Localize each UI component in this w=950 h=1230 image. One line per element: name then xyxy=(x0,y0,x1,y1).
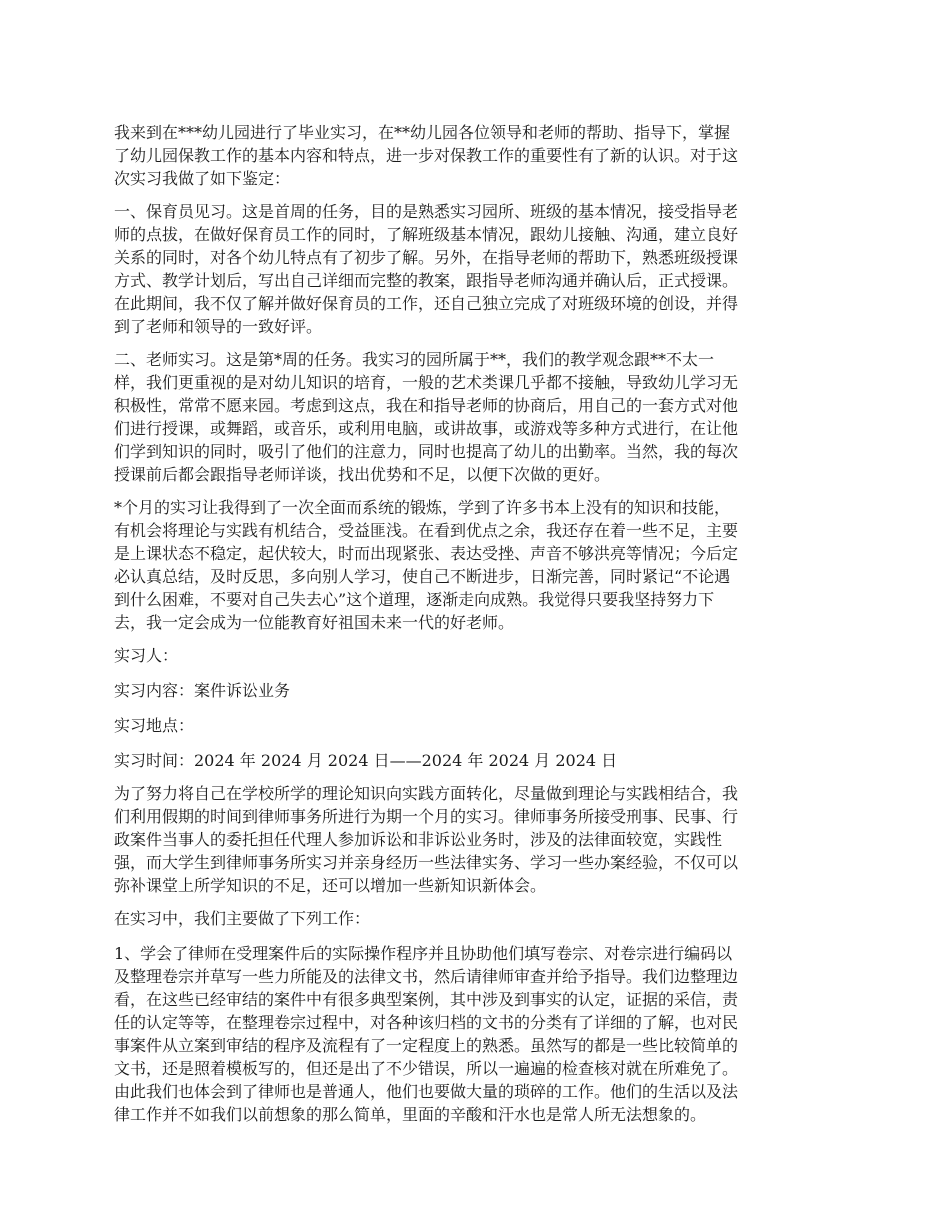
paragraph-work-heading: 在实习中，我们主要做了下列工作： xyxy=(114,909,371,928)
paragraph-intro: 我来到在***幼儿园进行了毕业实习，在**幼儿园各位领导和老师的帮助、指导下，掌握 了幼儿园保教工作的基本内容和特点，进一步对保教工作的重要性有了新的认识。对于这 次实习我做了如下鉴定： xyxy=(114,123,739,188)
field-intern-name: 实习人： xyxy=(114,646,179,665)
paragraph-law-firm-intro: 为了努力将自己在学校所学的理论知识向实践方面转化，尽量做到理论与实践相结合，我 们利用假期的时间到律师事务所进行为期一个月的实习。律师事务所接受刑事、民事、行 政案件当事人的委托担任代理人参加诉讼和非诉讼业务时，涉及的法律面较宽，实践性 强，而大学生到律师事务所实习并亲身经历一些法律实务、学习一些办案经验，不仅可以 弥补课堂上所学知识的不足，还可以增加一些新知识新体会。 xyxy=(114,784,739,895)
paragraph-section-two: 二、老师实习。这是第*周的任务。我实习的园所属于**，我们的教学观念跟**不太一 样，我们更重视的是对幼儿知识的培育，一般的艺术类课几乎都不接触，导致幼儿学习无 积极性，常常不愿来园。考虑到这点，我在和指导老师的协商后，用自己的一套方式对他 们进行授课，或舞蹈，或音乐，或利用电脑，或讲故事，或游戏等多种方式进行，在让他 们学到知识的同时，吸引了他们的注意力，同时也提高了幼儿的出勤率。当然，我的每次 授课前后都会跟指导老师详谈，找出优势和不足，以便下次做的更好。 xyxy=(114,350,739,484)
paragraph-work-item-1: 1、学会了律师在受理案件后的实际操作程序并且协助他们填写卷宗、对卷宗进行编码以 及整理卷宗并草写一些力所能及的法律文书，然后请律师审查并给予指导。我们边整理边 看，在这些已经审结的案件中有很多典型案例，其中涉及到事实的认定，证据的采信，责 任的认定等等，在整理卷宗过程中，对各种该归档的文书的分类有了详细的了解，也对民 事案件从立案到审结的程序及流程有了一定程度上的熟悉。虽然写的都是一些比较简单的 文书，还是照着模板写的，但还是出了不少错误，所以一遍遍的检查核对就在所难免了。 由此我们也体会到了律师也是普通人，他们也要做大量的琐碎的工作。他们的生活以及法 律工作并不如我们以前想象的那么简单，里面的辛酸和汗水也是常人所无法想象的。 xyxy=(114,944,739,1124)
field-intern-time: 实习时间：2024 年 2024 月 2024 日——2024 年 2024 月 2024 日 xyxy=(114,751,618,770)
paragraph-section-one: 一、保育员见习。这是首周的任务，目的是熟悉实习园所、班级的基本情况，接受指导老 师的点拔，在做好保育员工作的同时，了解班级基本情况，跟幼儿接触、沟通，建立良好 关系的同时，对各个幼儿特点有了初步了解。另外，在指导老师的帮助下，熟悉班级授课 方式、教学计划后，写出自己详细而完整的教案，跟指导老师沟通并确认后，正式授课。 在此期间，我不仅了解并做好保育员的工作，还自己独立完成了对班级环境的创设，并得 到了老师和领导的一致好评。 xyxy=(114,202,739,336)
paragraph-summary: *个月的实习让我得到了一次全面而系统的锻炼，学到了许多书本上没有的知识和技能， 有机会将理论与实践有机结合，受益匪浅。在看到优点之余，我还存在着一些不足，主要 是上课状态不稳定，起伏较大，时而出现紧张、表达受挫、声音不够洪亮等情况；今后定 必认真总结，及时反思，多向别人学习，使自己不断进步，日渐完善，同时紧记“不论遇 到什么困难，不要对自己失去心”这个道理，逐渐走向成熟。我觉得只要我坚持努力下 去，我一定会成为一位能教育好祖国未来一代的好老师。 xyxy=(114,498,739,632)
field-intern-content: 实习内容：案件诉讼业务 xyxy=(114,681,291,700)
document-body xyxy=(114,121,840,1136)
field-intern-location: 实习地点： xyxy=(114,716,195,735)
